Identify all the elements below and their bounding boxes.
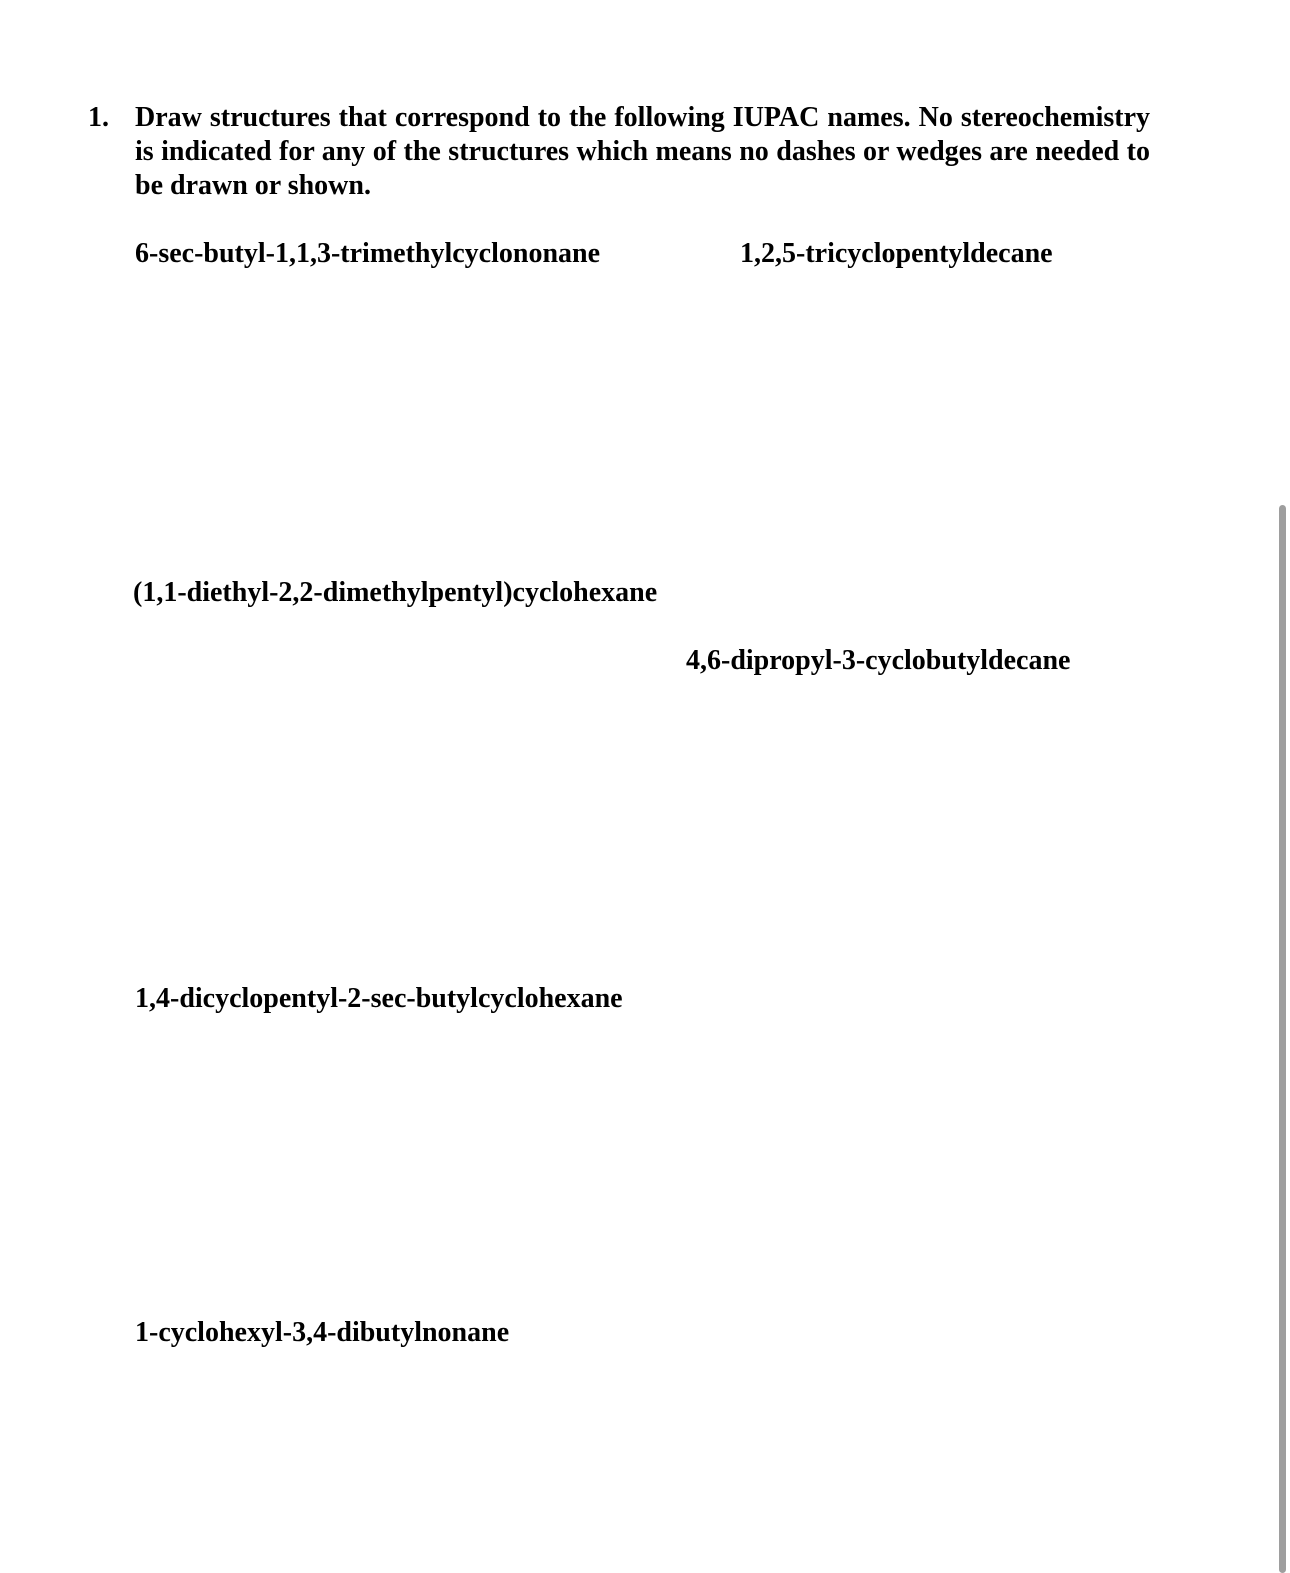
vertical-scrollbar[interactable] (1279, 505, 1286, 1573)
iupac-name: (1,1-diethyl-2,2-dimethylpentyl)cyclohexane (133, 577, 658, 608)
iupac-name: 1-cyclohexyl-3,4-dibutylnonane (135, 1317, 510, 1348)
question-number: 1. (88, 102, 109, 133)
iupac-name: 6-sec-butyl-1,1,3-trimethylcyclononane (135, 238, 601, 269)
iupac-name: 1,2,5-tricyclopentyldecane (740, 238, 1053, 269)
iupac-name: 4,6-dipropyl-3-cyclobutyldecane (686, 645, 1071, 676)
iupac-name: 1,4-dicyclopentyl-2-sec-butylcyclohexane (135, 983, 623, 1014)
question-instructions: Draw structures that correspond to the following IUPAC names. No stereochemistry is indicated for any of the structures which means no dashes or wedges are needed to be drawn or shown. (135, 102, 1150, 201)
